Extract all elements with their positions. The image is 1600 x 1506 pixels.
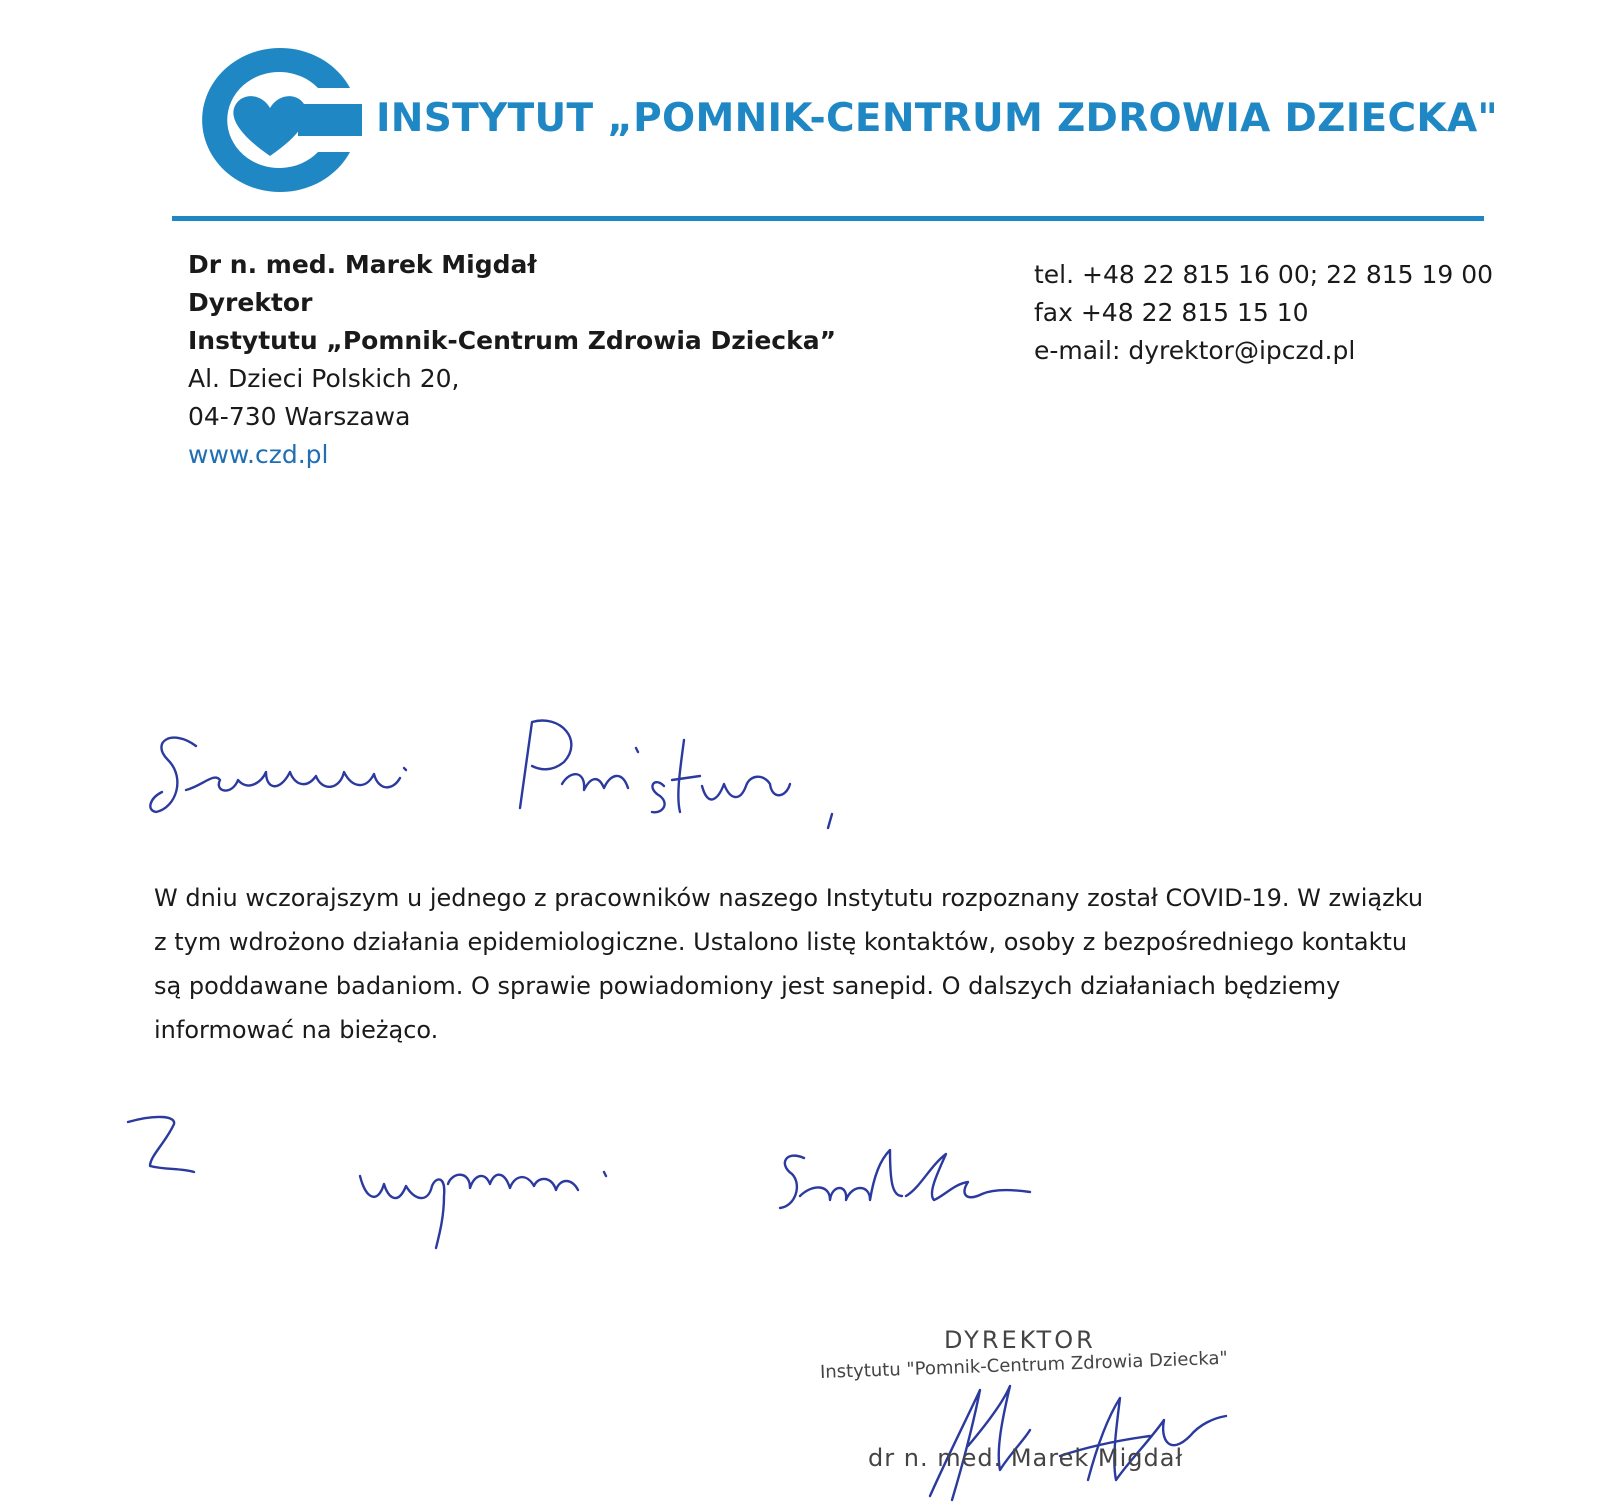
sender-name: Dr n. med. Marek Migdał (188, 250, 537, 279)
sender-institute: Instytutu „Pomnik-Centrum Zdrowia Dziecka” (188, 326, 837, 355)
stamp-name: dr n. med. Marek Migdał (868, 1444, 1184, 1472)
letter-body: W dniu wczorajszym u jednego z pracowników naszego Instytutu rozpoznany został COVID-19. W związku z tym wdrożono działania epidemiologiczne. Ustalono listę kontaktów, osoby z bezpośredniego kontaktu są poddawane badaniom. O sprawie powiadomiony jest sanepid. O dalszych działaniach będziemy informować na bieżąco. (154, 884, 1424, 1044)
handwritten-greeting (150, 721, 832, 828)
address-street: Al. Dzieci Polskich 20, (188, 364, 460, 393)
header-divider (172, 216, 1484, 221)
sender-block (188, 246, 836, 474)
address-city: 04-730 Warszawa (188, 402, 411, 431)
heart-icon (233, 96, 306, 156)
stamp-institute: Instytutu "Pomnik-Centrum Zdrowia Dziecka" (819, 1347, 1229, 1383)
institute-name: INSTYTUT „POMNIK-CENTRUM ZDROWIA DZIECKA" (376, 96, 1499, 141)
institute-logo (178, 44, 362, 196)
contact-email[interactable]: e-mail: dyrektor@ipczd.pl (1034, 336, 1356, 365)
website-link[interactable]: www.czd.pl (188, 440, 329, 469)
handwritten-closing (128, 1117, 1030, 1248)
signature (930, 1386, 1226, 1500)
contact-tel: tel. +48 22 815 16 00; 22 815 19 00 (1034, 260, 1494, 289)
contact-fax: fax +48 22 815 15 10 (1034, 298, 1309, 327)
sender-position: Dyrektor (188, 288, 313, 317)
stamp-title: DYREKTOR (944, 1326, 1096, 1354)
contact-block (1034, 256, 1493, 370)
